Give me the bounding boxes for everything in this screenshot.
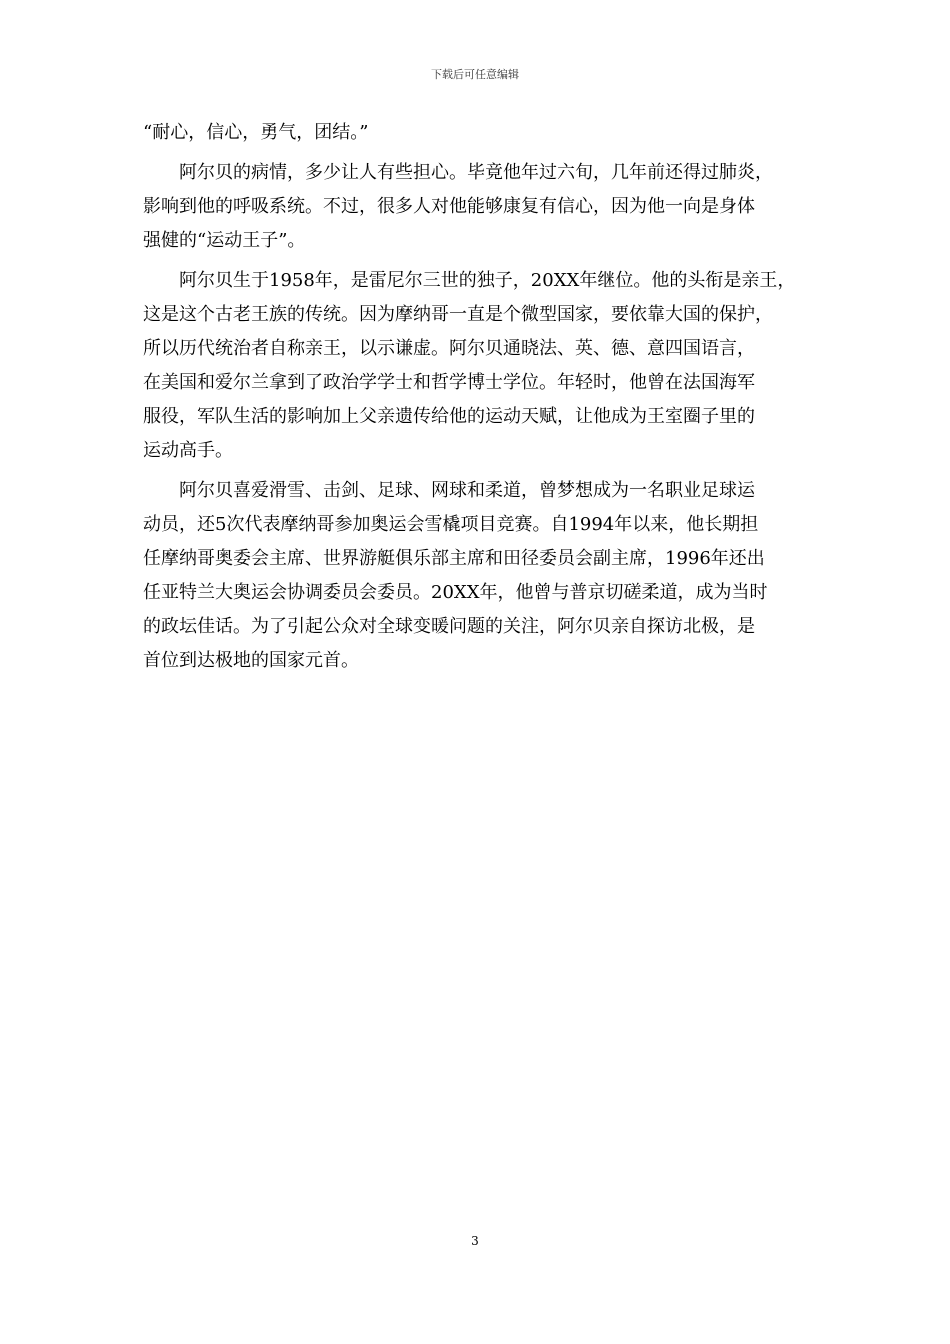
text-line: 服役，军队生活的影响加上父亲遗传给他的运动天赋，让他成为王室圈子里的	[143, 406, 755, 427]
text-line: 动员，还5次代表摩纳哥参加奥运会雪橇项目竞赛。自1994年以来，他长期担	[143, 514, 759, 535]
text-line: 阿尔贝生于1958年，是雷尼尔三世的独子，20XX年继位。他的头衔是亲王，	[179, 270, 796, 291]
page-header: 下载后可任意编辑	[431, 68, 519, 81]
text-line: 的政坛佳话。为了引起公众对全球变暖问题的关注，阿尔贝亲自探访北极，是	[143, 616, 755, 637]
paragraph-quote	[143, 116, 809, 150]
text-line: 在美国和爱尔兰拿到了政治学学士和哲学博士学位。年轻时，他曾在法国海军	[143, 372, 755, 393]
paragraph-illness	[143, 156, 809, 258]
paragraph-sports	[143, 474, 809, 678]
text-line: 运动高手。	[143, 440, 233, 461]
text-line: 所以历代统治者自称亲王，以示谦虚。阿尔贝通晓法、英、德、意四国语言，	[143, 338, 755, 359]
paragraph-biography	[143, 264, 809, 468]
text-line: 影响到他的呼吸系统。不过，很多人对他能够康复有信心，因为他一向是身体	[143, 196, 755, 217]
text-line: 阿尔贝喜爱滑雪、击剑、足球、网球和柔道，曾梦想成为一名职业足球运	[179, 480, 755, 501]
text-line: “耐心，信心，勇气，团结。”	[143, 122, 369, 143]
page-number: 3	[471, 1234, 479, 1248]
text-line: 阿尔贝的病情，多少让人有些担心。毕竟他年过六旬，几年前还得过肺炎，	[179, 162, 773, 183]
text-line: 首位到达极地的国家元首。	[143, 650, 359, 671]
text-line: 任摩纳哥奥委会主席、世界游艇俱乐部主席和田径委员会副主席，1996年还出	[143, 548, 765, 569]
document-body	[143, 116, 809, 684]
text-line: 任亚特兰大奥运会协调委员会委员。20XX年，他曾与普京切磋柔道，成为当时	[143, 582, 768, 603]
text-line: 这是这个古老王族的传统。因为摩纳哥一直是个微型国家，要依靠大国的保护，	[143, 304, 773, 325]
text-line: 强健的“运动王子”。	[143, 230, 306, 251]
